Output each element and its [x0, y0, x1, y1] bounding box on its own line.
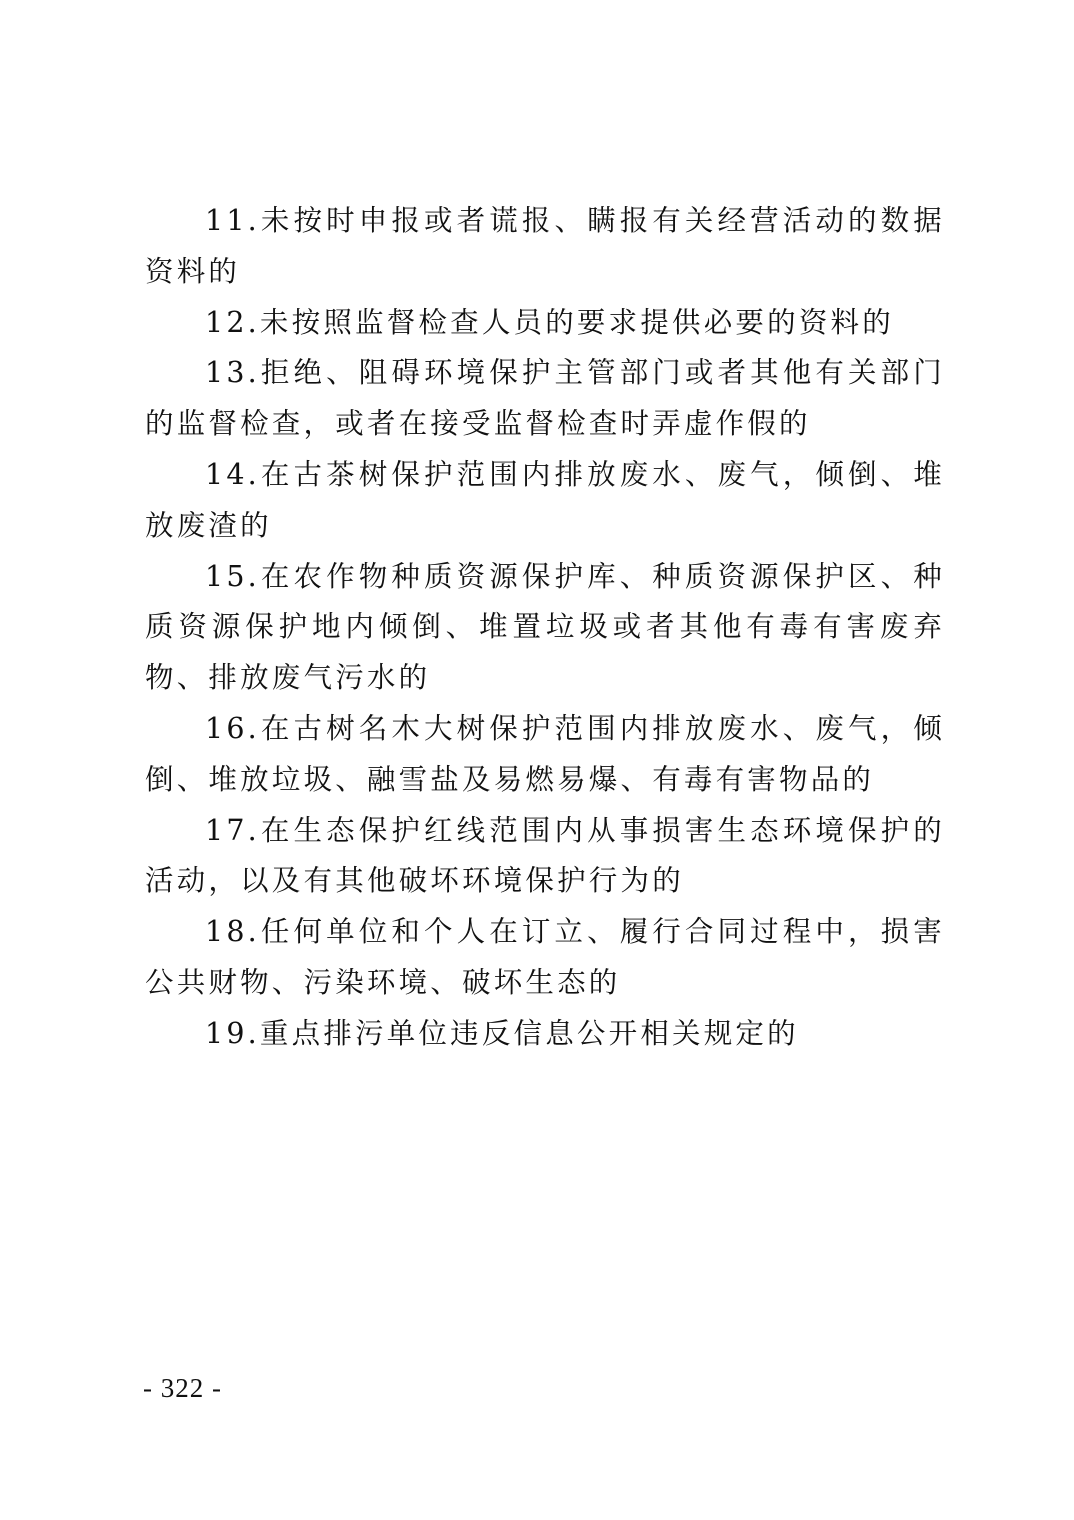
list-item-11: 11.未按时申报或者谎报、瞒报有关经营活动的数据资料的	[145, 204, 945, 288]
list-item-16: 16.在古树名木大树保护范围内排放废水、废气，倾倒、堆放垃圾、融雪盐及易燃易爆、有毒有害物品的	[145, 711, 945, 796]
document-body	[145, 196, 945, 1060]
list-item-13: 13.拒绝、阻碍环境保护主管部门或者其他有关部门的监督检查，或者在接受监督检查时弄虚作假的	[145, 356, 945, 441]
list-item-14: 14.在古茶树保护范围内排放废水、废气，倾倒、堆放废渣的	[145, 457, 945, 542]
list-item-12: 12.未按照监督检查人员的要求提供必要的资料的	[205, 305, 894, 339]
list-item-15: 15.在农作物种质资源保护库、种质资源保护区、种质资源保护地内倾倒、堆置垃圾或者其他有毒有害废弃物、排放废气污水的	[145, 559, 945, 695]
list-item-17: 17.在生态保护红线范围内从事损害生态环境保护的活动，以及有其他破坏环境保护行为的	[145, 813, 945, 898]
list-item-19: 19.重点排污单位违反信息公开相关规定的	[205, 1016, 799, 1050]
page-number: - 322 -	[143, 1373, 222, 1403]
list-item-18: 18.任何单位和个人在订立、履行合同过程中，损害公共财物、污染环境、破坏生态的	[145, 915, 945, 999]
